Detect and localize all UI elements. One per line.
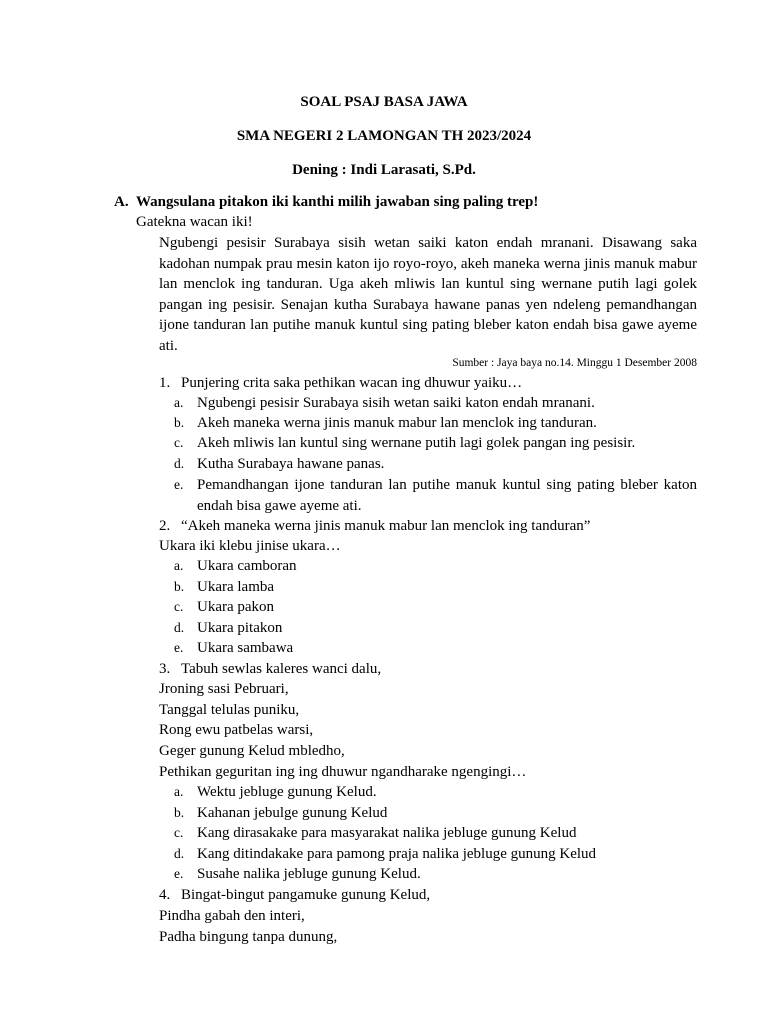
poem-line: Geger gunung Kelud mbledho, [159, 743, 345, 759]
q1-option-c [174, 433, 697, 454]
question-1 [159, 373, 522, 394]
option-letter: e. [174, 640, 184, 655]
q1-option-d [174, 454, 697, 475]
option-letter: c. [174, 599, 184, 614]
question-number: 4. [159, 887, 171, 903]
option-letter: c. [174, 435, 184, 450]
option-text: Kang ditindakake para pamong praja nalika jebluge gunung Kelud [197, 846, 597, 862]
question-number: 1. [159, 375, 171, 391]
option-text: Ukara sambawa [197, 640, 294, 656]
question-prompt: Pethikan geguritan ing ing dhuwur ngandharake ngengingi… [159, 764, 527, 780]
q2-option-e [174, 638, 697, 659]
option-text: Wektu jebluge gunung Kelud. [197, 784, 377, 800]
poem-line: Pindha gabah den interi, [159, 908, 305, 924]
option-text: Susahe nalika jebluge gunung Kelud. [197, 866, 421, 882]
question-number: 3. [159, 661, 171, 677]
poem-line: Padha bingung tanpa dunung, [159, 929, 338, 945]
option-letter: d. [174, 846, 185, 861]
option-letter: e. [174, 866, 184, 881]
q3-option-a [174, 782, 697, 803]
school-name: SMA NEGERI 2 LAMONGAN TH 2023/2024 [236, 128, 532, 144]
document-title: SOAL PSAJ BASA JAWA [300, 94, 468, 110]
option-letter: d. [174, 620, 185, 635]
option-text: Pemandhangan ijone tanduran lan putihe manuk kuntul sing pating bleber katon endah bisa gawe ayeme ati. [197, 477, 697, 514]
section-a-heading [114, 192, 538, 213]
section-letter: A. [114, 194, 129, 210]
option-text: Ukara pitakon [197, 620, 283, 636]
q1-option-e [174, 475, 697, 516]
reading-passage: Ngubengi pesisir Surabaya sisih wetan saiki katon endah mranani. Disawang saka kadohan numpak prau mesin katon ijo royo-royo, akeh maneka werna jinis manuk mabur lan menclok ing tanduran. Uga akeh mliwis lan kuntul sing wernane putih lagi golek pangan ing pesisir. Senajan kutha Surabaya hawane panas yen ndeleng pemandhangan ijone tanduran lan putihe manuk kuntul sing pating bleber katon endah bisa gawe ayeme ati. [159, 235, 697, 354]
question-number: 2. [159, 518, 171, 534]
q3-option-e [174, 864, 697, 885]
option-text: Ukara pakon [197, 599, 275, 615]
read-prompt: Gatekna wacan iki! [136, 214, 253, 230]
q2-option-c [174, 597, 697, 618]
option-text: Ngubengi pesisir Surabaya sisih wetan saiki katon endah mranani. [197, 395, 595, 411]
option-letter: d. [174, 456, 185, 471]
poem-line: Tanggal telulas puniku, [159, 702, 300, 718]
q3-option-b [174, 803, 697, 824]
section-instruction: Wangsulana pitakon iki kanthi milih jawaban sing paling trep! [136, 194, 539, 210]
option-letter: b. [174, 415, 185, 430]
option-letter: b. [174, 579, 185, 594]
option-text: Akeh maneka werna jinis manuk mabur lan menclok ing tanduran. [197, 415, 597, 431]
q1-option-b [174, 413, 697, 434]
question-2 [159, 516, 590, 537]
option-letter: e. [174, 477, 184, 492]
q3-option-d [174, 844, 697, 865]
option-text: Ukara lamba [197, 579, 275, 595]
option-letter: a. [174, 558, 184, 573]
option-text: Ukara camboran [197, 558, 297, 574]
question-text: Tabuh sewlas kaleres wanci dalu, [181, 661, 382, 677]
option-text: Kutha Surabaya hawane panas. [197, 456, 385, 472]
option-letter: b. [174, 805, 185, 820]
author-line: Dening : Indi Larasati, S.Pd. [292, 162, 476, 178]
q1-option-a [174, 393, 697, 414]
question-3 [159, 659, 381, 680]
question-text: “Akeh maneka werna jinis manuk mabur lan menclok ing tanduran” [181, 518, 591, 534]
option-letter: a. [174, 395, 184, 410]
q2-option-d [174, 618, 697, 639]
question-4 [159, 885, 430, 906]
poem-line: Rong ewu patbelas warsi, [159, 722, 314, 738]
q2-option-a [174, 556, 697, 577]
option-letter: a. [174, 784, 184, 799]
option-text: Kang dirasakake para masyarakat nalika jebluge gunung Kelud [197, 825, 577, 841]
question-text: Punjering crita saka pethikan wacan ing dhuwur yaiku… [181, 375, 523, 391]
poem-line: Jroning sasi Pebruari, [159, 681, 289, 697]
q2-option-b [174, 577, 697, 598]
question-text: Bingat-bingut pangamuke gunung Kelud, [181, 887, 431, 903]
q3-option-c [174, 823, 697, 844]
option-text: Kahanan jebulge gunung Kelud [197, 805, 388, 821]
question-prompt: Ukara iki klebu jinise ukara… [159, 538, 341, 554]
option-text: Akeh mliwis lan kuntul sing wernane putih lagi golek pangan ing pesisir. [197, 435, 636, 451]
option-letter: c. [174, 825, 184, 840]
passage-source: Sumber : Jaya baya no.14. Minggu 1 Desember 2008 [452, 357, 697, 369]
